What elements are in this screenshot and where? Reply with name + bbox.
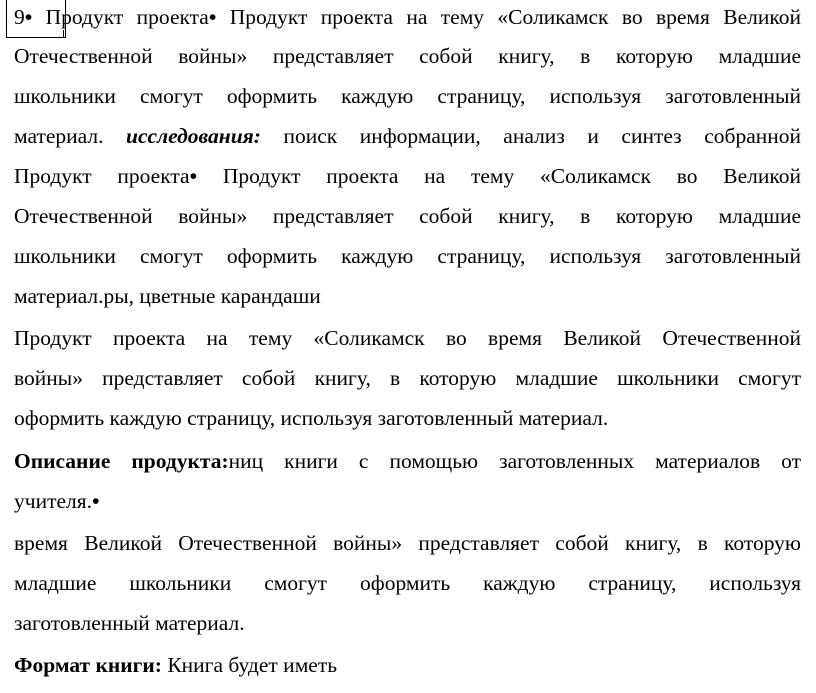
text-segment: ры, цветные карандаши: [103, 284, 321, 308]
bullet-icon: •: [189, 164, 198, 188]
text-segment: Книга будет иметь: [161, 653, 338, 677]
text-line-12: [14, 448, 801, 474]
text-line-3: школьники смогут оформить каждую страницу, используя заготовленный: [14, 84, 801, 108]
text-segment: материал.: [14, 284, 104, 308]
bold-italic-term: исследования:: [126, 124, 261, 148]
text-line-10: войны» представляет собой книгу, в которую младшие школьники смогут: [14, 366, 801, 390]
bullet-icon: •: [24, 5, 33, 29]
page-number: 9: [14, 5, 25, 29]
text-line-13: [14, 488, 801, 514]
text-line-6: Отечественной войны» представляет собой книгу, в которую младшие: [14, 204, 801, 228]
text-segment: ниц книги с помощью заготовленных материалов от: [228, 449, 801, 473]
bold-heading: Описание продукта:: [14, 449, 229, 473]
text-line-17: [14, 652, 801, 678]
text-line-14: время Великой Отечественной войны» представляет собой книгу, в которую: [14, 531, 801, 555]
text-line-11: оформить каждую страницу, используя заготовленный материал.: [14, 406, 609, 430]
bold-heading: Формат книги:: [14, 653, 162, 677]
text-line-9: Продукт проекта на тему «Соликамск во время Великой Отечественной: [14, 326, 801, 350]
text-segment: Продукт проекта: [14, 164, 190, 188]
text-line-8: [14, 283, 801, 309]
bullet-icon: •: [92, 489, 100, 513]
bullet-icon: •: [208, 5, 217, 29]
text-segment: материал.: [14, 124, 104, 148]
text-line-15: младшие школьники смогут оформить каждую страницу, используя: [14, 571, 801, 595]
text-line-1: [14, 4, 801, 30]
text-segment: поиск информации, анализ и синтез собранной: [260, 124, 802, 148]
text-line-5: [14, 163, 801, 189]
text-segment: Продукт проекта на тему «Соликамск во время Великой: [216, 5, 802, 29]
frame-corner-mark: [63, 30, 64, 38]
text-segment: Продукт проекта: [32, 5, 209, 29]
text-line-2: Отечественной войны» представляет собой книгу, в которую младшие: [14, 44, 801, 68]
text-line-7: школьники смогут оформить каждую страницу, используя заготовленный: [14, 244, 801, 268]
text-segment: Продукт проекта на тему «Соликамск во Великой: [197, 164, 802, 188]
text-line-4: [14, 123, 801, 149]
text-segment: учителя.: [14, 489, 93, 513]
text-line-16: заготовленный материал.: [14, 611, 245, 635]
